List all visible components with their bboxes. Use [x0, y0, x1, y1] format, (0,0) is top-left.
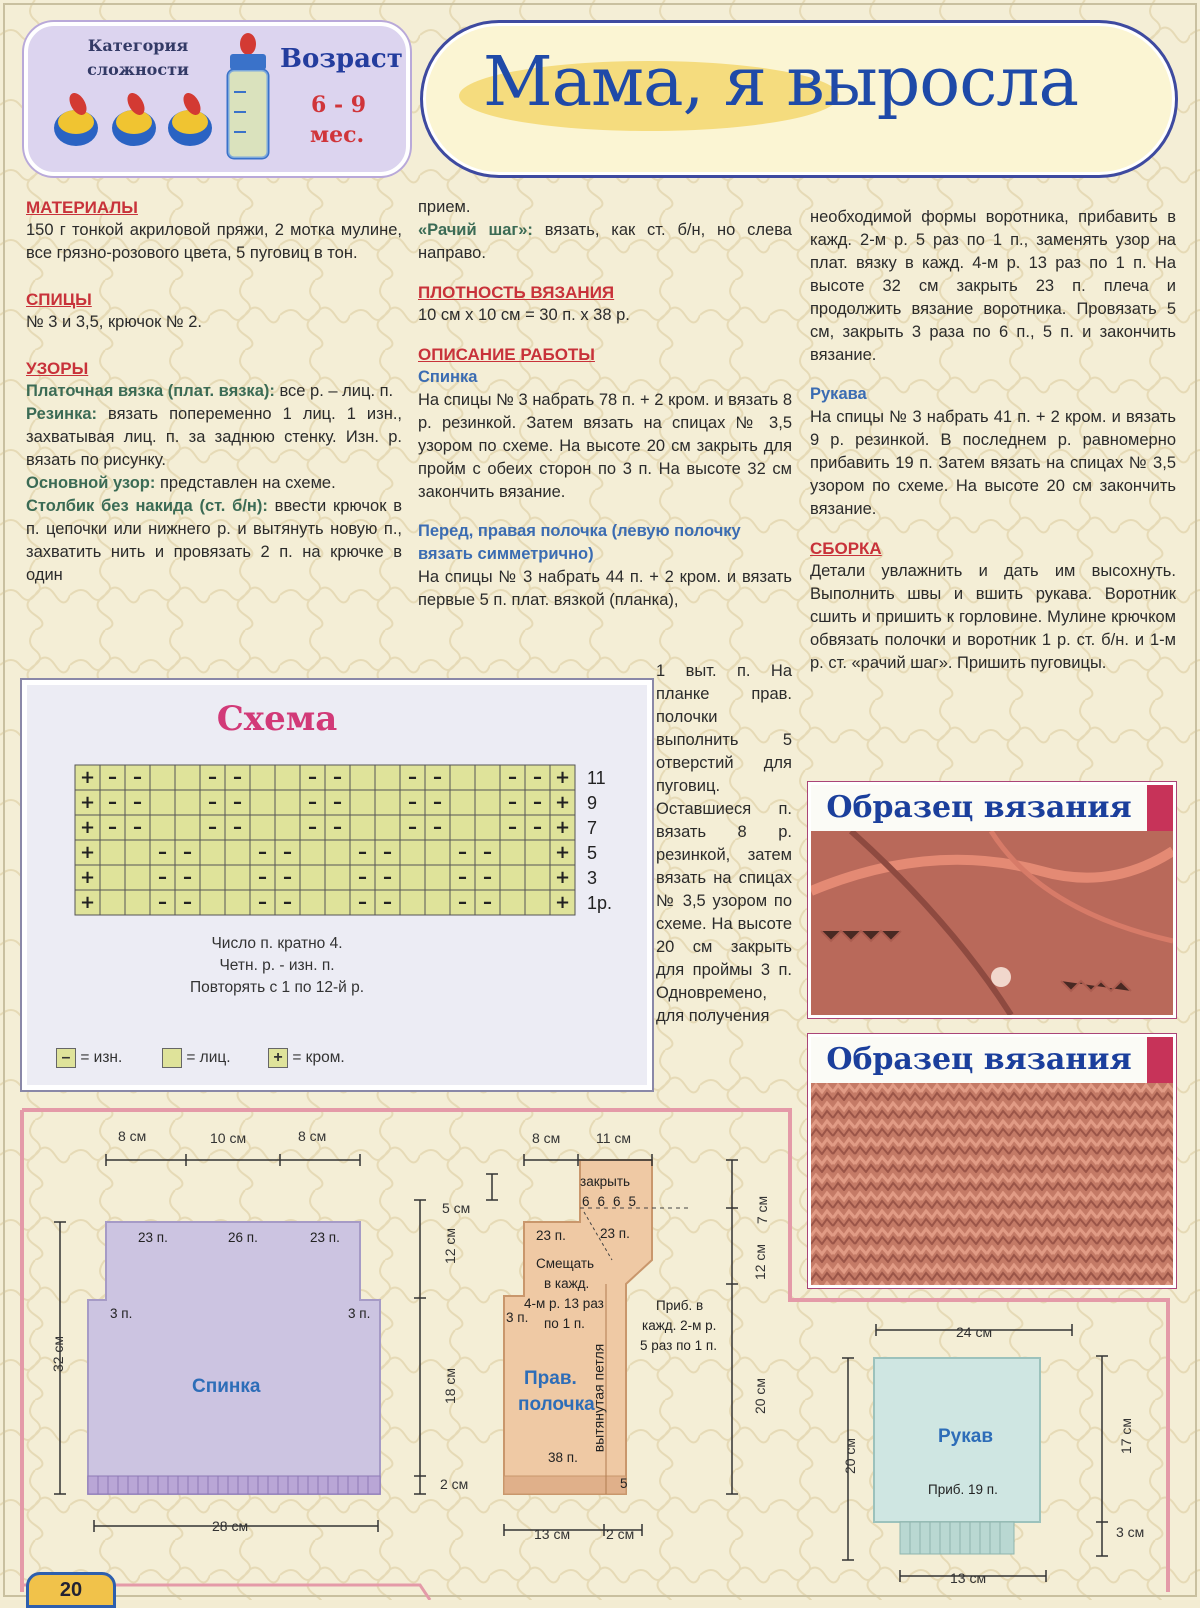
chart-cell [225, 865, 250, 890]
front-label-1: Прав. [524, 1368, 577, 1389]
purl-stitch-symbol: – [358, 892, 367, 913]
chart-row-label: 5 [587, 843, 598, 863]
chart-cell [350, 790, 375, 815]
chart-cell [150, 765, 175, 790]
purl-stitch-symbol: – [283, 867, 292, 888]
front-dim-5cm: 5 см [442, 1200, 471, 1216]
edge-stitch-symbol: + [79, 817, 96, 838]
scheme-note-1: Число п. кратно 4. [211, 935, 343, 952]
front-label-2: полочка [518, 1394, 595, 1415]
edge-swatch: + [268, 1048, 288, 1068]
chart-cell [300, 865, 325, 890]
purl-stitch-symbol: – [208, 767, 217, 788]
sleeve-left-dim: 20 см [842, 1437, 859, 1475]
sleeve-top-dim: 24 см [956, 1324, 993, 1340]
front-dim-18cm: 18 см [442, 1367, 459, 1405]
purl-stitch-symbol: – [233, 767, 242, 788]
chart-cell [500, 890, 525, 915]
sleeve-increase: Приб. 19 п. [928, 1482, 998, 1497]
garter-text: Платочная вязка (плат. вязка): все р. – лиц. п. [26, 382, 394, 400]
front-shift-4: по 1 п. [544, 1316, 585, 1331]
purl-stitch-symbol: – [408, 792, 417, 813]
front-band-stitches: 5 [620, 1476, 628, 1491]
chart-cell [350, 815, 375, 840]
purl-stitch-symbol: – [108, 817, 117, 838]
chart-cell [500, 865, 525, 890]
needles-heading: СПИЦЫ [26, 290, 92, 309]
pacifier-icon [54, 90, 98, 146]
chart-row-label: 7 [587, 818, 598, 838]
edge-stitch-symbol: + [79, 792, 96, 813]
front-armhole: 3 п. [506, 1310, 529, 1325]
edge-stitch-symbol: + [554, 867, 571, 888]
chart-cell [475, 765, 500, 790]
front-collar-stitches: 23 п. [600, 1226, 630, 1241]
chart-row-label: 11 [587, 768, 606, 788]
pacifier-icon [168, 90, 212, 146]
purl-stitch-symbol: – [258, 842, 267, 863]
chart-row-label: 9 [587, 793, 598, 813]
info-box [24, 22, 410, 176]
chart-cell [450, 765, 475, 790]
back-heading: Спинка [418, 368, 478, 386]
chart-cell [375, 815, 400, 840]
sleeves-heading: Рукава [810, 385, 867, 403]
purl-stitch-symbol: – [458, 867, 467, 888]
chart-cell [475, 790, 500, 815]
legend-knit: = лиц. [162, 1048, 231, 1068]
back-top-dim-2: 10 см [210, 1130, 247, 1146]
chart-cell [475, 815, 500, 840]
purl-stitch-symbol: – [283, 892, 292, 913]
purl-stitch-symbol: – [383, 842, 392, 863]
edge-stitch-symbol: + [554, 842, 571, 863]
chart-cell [100, 865, 125, 890]
purl-stitch-symbol: – [458, 842, 467, 863]
crab-step-text: «Рачий шаг»: вязать, как ст. б/н, но слева направо. [418, 221, 792, 262]
chart-cell [375, 765, 400, 790]
purl-stitch-symbol: – [258, 892, 267, 913]
sample-title-1: Образец вязания [811, 785, 1173, 831]
purl-stitch-symbol: – [408, 817, 417, 838]
front-top-dim-1: 8 см [532, 1130, 561, 1146]
back-piece [88, 1222, 380, 1494]
chart-cell [175, 790, 200, 815]
purl-stitch-symbol: – [333, 792, 342, 813]
purl-stitch-symbol: – [458, 892, 467, 913]
purl-stitch-symbol: – [108, 792, 117, 813]
chart-cell [100, 840, 125, 865]
assembly-heading: СБОРКА [810, 539, 882, 558]
front-text-narrow: 1 выт. п. На планке прав. полочки выполнить 5 отверстий для пуговиц. Оставшиеся п. вязать 8 р. резинкой, затем вязать на спицах № 3,5 узором по схеме. На высоте 20 см закрыть для проймы 3 п. Одновремено, для получения [656, 662, 792, 1025]
sleeve-cuff-dim: 3 см [1116, 1524, 1145, 1540]
single-crochet-text: Столбик без накида (ст. б/н): ввести крючок в п. цепочки или нижнего р. и вытянуть новую п., захватить нить и провязать 2 п. на крючке в один [26, 497, 402, 584]
purl-stitch-symbol: – [308, 792, 317, 813]
back-text: На спицы № 3 набрать 78 п. + 2 кром. и вязать 8 р. резинкой. Затем вязать на спицах № 3,5 узором по схеме. На высоте 20 см закрыть для пройм с обеих сторон по 3 п. На высоте 32 см закончить вязание. [418, 391, 792, 501]
chart-cell [250, 815, 275, 840]
chart-cell [125, 865, 150, 890]
chart-cell [425, 890, 450, 915]
purl-stitch-symbol: – [183, 867, 192, 888]
pacifier-icon [112, 90, 156, 146]
col3-continuation: необходимой формы воротника, прибавить в кажд. 2-м р. 5 раз по 1 п., заменять узор на плат. вязку в кажд. 4-м р. 13 раз по 1 п. На высоте 32 см закрыть 23 п. плеча и продолжить вязание воротника. Провязать 5 см, закрыть 3 раза по 6 п., 5 п. и закончить вязание. [810, 208, 1176, 364]
sleeve-bottom-dim: 13 см [950, 1570, 987, 1586]
purl-stitch-symbol: – [383, 867, 392, 888]
age-label: Возраст [280, 44, 403, 74]
chart-cell [525, 865, 550, 890]
front-text: На спицы № 3 набрать 44 п. + 2 кром. и вязать первые 5 п. плат. вязкой (планка), [418, 568, 792, 609]
front-inc-3: 5 раз по 1 п. [640, 1338, 717, 1353]
column-3 [810, 206, 1176, 675]
purl-stitch-symbol: – [183, 892, 192, 913]
purl-stitch-symbol: – [108, 767, 117, 788]
edge-stitch-symbol: + [554, 767, 571, 788]
scheme-note-2: Четн. р. - изн. п. [219, 957, 335, 974]
needles-text: № 3 и 3,5, крючок № 2. [26, 313, 202, 331]
chart-cell [175, 765, 200, 790]
back-height-dim: 32 см [50, 1335, 67, 1373]
chart-row-label: 3 [587, 868, 598, 888]
sample-photo-1 [808, 782, 1176, 1018]
chart-cell [225, 890, 250, 915]
purl-stitch-symbol: – [258, 867, 267, 888]
purl-swatch: – [56, 1048, 76, 1068]
back-armhole-right: 3 п. [348, 1306, 371, 1321]
purl-stitch-symbol: – [508, 767, 517, 788]
chart-row-label: 1р. [587, 893, 613, 913]
chart-cell [275, 815, 300, 840]
purl-stitch-symbol: – [158, 842, 167, 863]
purl-stitch-symbol: – [233, 817, 242, 838]
chart-cell [400, 840, 425, 865]
chart-cell [125, 890, 150, 915]
chart-cell [200, 890, 225, 915]
chart-cell [400, 865, 425, 890]
purl-stitch-symbol: – [208, 792, 217, 813]
purl-stitch-symbol: – [433, 817, 442, 838]
purl-stitch-symbol: – [158, 867, 167, 888]
chart-cell [525, 840, 550, 865]
sleeve-label: Рукав [938, 1426, 993, 1447]
sample-title-2: Образец вязания [811, 1037, 1173, 1083]
scheme-title: Схема [216, 699, 338, 739]
knitting-chart [67, 763, 637, 923]
rib-text: Резинка: вязать попеременно 1 лиц. 1 изн., захватывая лиц. п. за заднюю стенку. Изн. р. вязать по рисунку. [26, 405, 402, 469]
work-heading: ОПИСАНИЕ РАБОТЫ [418, 345, 595, 364]
chart-cell [425, 840, 450, 865]
baby-bottle-icon [220, 32, 276, 162]
legend-purl: – = изн. [56, 1048, 122, 1068]
page-title: Мама, я выросла [483, 43, 1079, 122]
purl-stitch-symbol: – [508, 817, 517, 838]
front-right-dim-7cm: 7 см [754, 1195, 771, 1225]
purl-stitch-symbol: – [533, 817, 542, 838]
gauge-heading: ПЛОТНОСТЬ ВЯЗАНИЯ [418, 283, 615, 302]
edge-stitch-symbol: + [554, 817, 571, 838]
chart-cell [325, 890, 350, 915]
purl-stitch-symbol: – [208, 817, 217, 838]
front-shoulder-stitches: 23 п. [536, 1228, 566, 1243]
front-inc-1: Приб. в [656, 1298, 704, 1313]
chart-cell [250, 790, 275, 815]
purl-stitch-symbol: – [358, 842, 367, 863]
chart-cell [225, 840, 250, 865]
purl-stitch-symbol: – [158, 892, 167, 913]
back-stitches-2: 26 п. [228, 1230, 258, 1245]
chart-cell [300, 890, 325, 915]
difficulty-label: Категория сложности [87, 36, 189, 79]
edge-stitch-symbol: + [554, 792, 571, 813]
edge-stitch-symbol: + [554, 892, 571, 913]
front-dim-12cm: 12 см [442, 1227, 459, 1265]
column-2 [418, 196, 792, 612]
back-stitches-1: 23 п. [138, 1230, 168, 1245]
chart-cell [300, 840, 325, 865]
chart-cell [375, 790, 400, 815]
chart-cell [175, 815, 200, 840]
column-1 [26, 196, 402, 587]
purl-stitch-symbol: – [383, 892, 392, 913]
chart-cell [150, 790, 175, 815]
chart-cell [275, 765, 300, 790]
purl-stitch-symbol: – [133, 817, 142, 838]
front-inc-2: кажд. 2-м р. [642, 1318, 717, 1333]
sleeve-piece [874, 1358, 1040, 1554]
sleeve-right-dim: 17 см [1118, 1417, 1135, 1455]
chart-cell [425, 865, 450, 890]
front-bottom-stitches: 38 п. [548, 1450, 578, 1465]
front-close-numbers: 6665 [582, 1194, 645, 1209]
scheme-box [22, 680, 652, 1090]
chart-cell [450, 815, 475, 840]
assembly-text: Детали увлажнить и дать им высохнуть. Выполнить швы и вшить рукава. Воротник сшить и пришить к горловине. Мулине крючком обвязать полочки и воротник 1 р. ст. б/н. и 1-м р. ст. «рачий шаг». Пришить пуговицы. [810, 562, 1176, 672]
back-stitches-3: 23 п. [310, 1230, 340, 1245]
purl-stitch-symbol: – [508, 792, 517, 813]
purl-stitch-symbol: – [483, 842, 492, 863]
purl-stitch-symbol: – [183, 842, 192, 863]
purl-stitch-symbol: – [483, 892, 492, 913]
front-band-dim: 2 см [606, 1526, 635, 1542]
edge-stitch-symbol: + [79, 867, 96, 888]
page-number: 20 [26, 1572, 116, 1608]
purl-stitch-symbol: – [408, 767, 417, 788]
back-armhole-left: 3 п. [110, 1306, 133, 1321]
knit-swatch [162, 1048, 182, 1068]
patterns-heading: УЗОРЫ [26, 359, 89, 378]
purl-stitch-symbol: – [358, 867, 367, 888]
purl-stitch-symbol: – [533, 767, 542, 788]
chart-cell [200, 840, 225, 865]
chart-cell [200, 865, 225, 890]
purl-stitch-symbol: – [333, 767, 342, 788]
purl-stitch-symbol: – [433, 767, 442, 788]
front-top-dim-2: 11 см [596, 1130, 632, 1146]
front-right-dim-20cm: 20 см [752, 1377, 769, 1415]
chart-cell [500, 840, 525, 865]
front-close-label: закрыть [580, 1174, 631, 1189]
back-top-dim-1: 8 см [118, 1128, 147, 1144]
edge-stitch-symbol: + [79, 892, 96, 913]
front-loop-label: вытянутая петля [590, 1343, 607, 1453]
title-banner [420, 20, 1178, 178]
legend-edge: + = кром. [268, 1048, 345, 1068]
purl-stitch-symbol: – [308, 767, 317, 788]
age-range: 6 - 9 [311, 92, 367, 118]
main-pattern-text: Основной узор: представлен на схеме. [26, 474, 336, 492]
purl-stitch-symbol: – [308, 817, 317, 838]
chart-cell [325, 840, 350, 865]
chart-cell [150, 815, 175, 840]
edge-stitch-symbol: + [79, 842, 96, 863]
chart-cell [450, 790, 475, 815]
chart-cell [100, 890, 125, 915]
front-dim-2cm: 2 см [440, 1476, 469, 1492]
materials-text: 150 г тонкой акриловой пряжи, 2 мотка мулине, все грязно-розового цвета, 5 пуговиц в тон. [26, 221, 402, 262]
chart-cell [525, 890, 550, 915]
gauge-text: 10 см х 10 см = 30 п. х 38 р. [418, 306, 630, 324]
purl-stitch-symbol: – [433, 792, 442, 813]
purl-stitch-symbol: – [133, 767, 142, 788]
purl-stitch-symbol: – [483, 867, 492, 888]
purl-stitch-symbol: – [133, 792, 142, 813]
back-label: Спинка [192, 1376, 261, 1397]
back-top-dim-3: 8 см [298, 1128, 327, 1144]
chart-cell [275, 790, 300, 815]
front-heading: Перед, правая полочка (левую полочку вязать симметрично) [418, 522, 741, 563]
chart-cell [250, 765, 275, 790]
chart-cell [125, 840, 150, 865]
purl-stitch-symbol: – [533, 792, 542, 813]
col2-continuation: прием. [418, 198, 471, 216]
back-bottom-dim: 28 см [212, 1518, 249, 1534]
scheme-note-3: Повторять с 1 по 12-й р. [189, 979, 365, 996]
front-shift-2: в кажд. [544, 1276, 590, 1291]
age-unit: мес. [310, 122, 365, 148]
sleeves-text: На спицы № 3 набрать 41 п. + 2 кром. и вязать 9 р. резинкой. В последнем р. равномерно прибавить 19 п. Затем вязать на спицах № 3,5 узором по схеме. На высоте 20 см закончить вязание. [810, 408, 1176, 518]
chart-cell [350, 765, 375, 790]
front-right-dim-12cm: 12 см [752, 1243, 769, 1281]
front-shift-1: Смещать [536, 1256, 595, 1271]
front-bottom-dim: 13 см [534, 1526, 571, 1542]
chart-cell [400, 890, 425, 915]
purl-stitch-symbol: – [233, 792, 242, 813]
front-shift-3: 4-м р. 13 раз [524, 1296, 604, 1311]
edge-stitch-symbol: + [79, 767, 96, 788]
purl-stitch-symbol: – [333, 817, 342, 838]
chart-cell [325, 865, 350, 890]
knit-texture-photo [811, 831, 1173, 1015]
materials-heading: МАТЕРИАЛЫ [26, 198, 138, 217]
difficulty-pacifier-icons [48, 84, 218, 154]
purl-stitch-symbol: – [283, 842, 292, 863]
